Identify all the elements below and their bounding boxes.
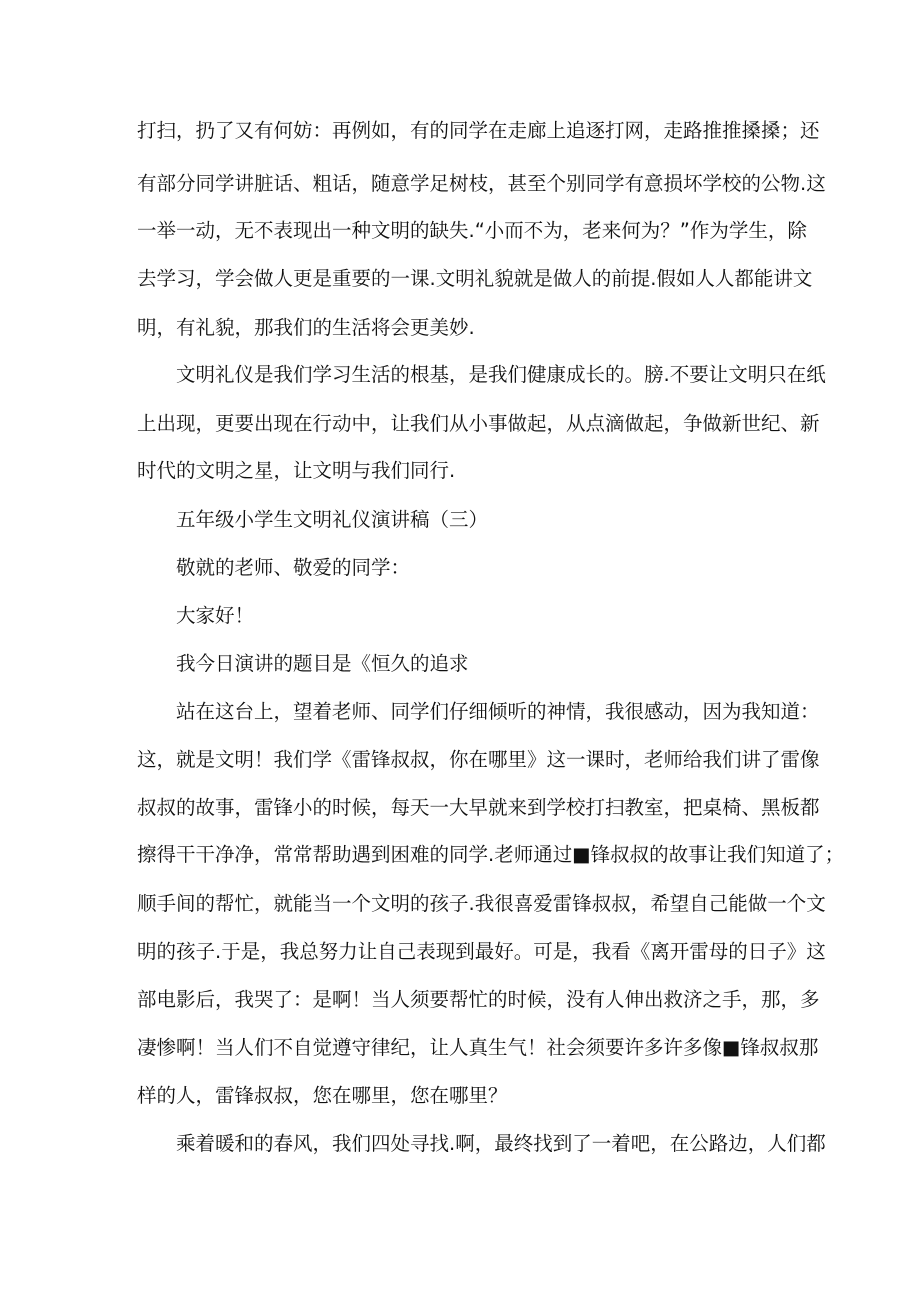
text-line: 样的人，雷锋叔叔，您在哪里，您在哪里？ xyxy=(137,1084,508,1107)
text-line: 有部分同学讲脏话、粗话，随意学足树枝，甚至个别同学有意损坏学校的公物.这 xyxy=(137,172,826,195)
text-line: 打扫，扔了又有何妨：再例如，有的同学在走廊上追逐打网，走路推推搡搡；还 xyxy=(137,119,820,142)
text-line: 一举一动，无不表现出一种文明的缺失.“小而不为，老来何为？”作为学生，除 xyxy=(137,219,807,242)
text-line: 叔叔的故事，雷锋小的时候，每天一大早就来到学校打扫教室，把桌椅、黑板都 xyxy=(137,796,820,819)
text-line: 明的孩子.于是，我总努力让自己表现到最好。可是，我看《离开雷母的日子》这 xyxy=(137,940,826,963)
text-line: 这，就是文明！我们学《雷锋叔叔，你在哪里》这一课时，老师给我们讲了雷像 xyxy=(137,748,820,771)
text-line: 文明礼仪是我们学习生活的根基，是我们健康成长的。膀.不要让文明只在纸 xyxy=(176,363,826,386)
text-line: 明，有礼貌，那我们的生活将会更美妙. xyxy=(137,316,475,339)
text-line: 部电影后，我哭了：是啊！当人须要帮忙的时候，没有人伸出救济之手，那，多 xyxy=(137,988,820,1011)
text-line: 上出现，更要出现在行动中，让我们从小事做起，从点滴做起，争做新世纪、新 xyxy=(137,412,820,435)
text-line: 凄惨啊！当人们不自觉遵守律纪，让人真生气！社会须要许多许多像■锋叔叔那 xyxy=(137,1036,819,1059)
text-line: 时代的文明之星，让文明与我们同行. xyxy=(137,459,456,482)
text-line: 擦得干干净净，常常帮助遇到困难的同学.老师通过■锋叔叔的故事让我们知道了； xyxy=(137,843,845,866)
text-line: 去学习，学会做人更是重要的一课.文明礼貌就是做人的前提.假如人人都能讲文 xyxy=(137,267,813,290)
text-line: 顺手间的帮忙，就能当一个文明的孩子.我很喜爱雷锋叔叔，希望自己能做一个文 xyxy=(137,892,826,915)
section-heading: 五年级小学生文明礼仪演讲稿（三） xyxy=(176,508,489,531)
text-line: 站在这台上，望着老师、同学们仔细倾听的神情，我很感动，因为我知道： xyxy=(176,700,820,723)
greeting: 大家好！ xyxy=(176,604,255,627)
text-line: 乘着暖和的春风，我们四处寻找.啊，最终找到了一着吧，在公路边，人们都 xyxy=(176,1132,826,1155)
speech-topic: 我今日演讲的题目是《恒久的追求 xyxy=(176,652,469,675)
salutation: 敬就的老师、敬爱的同学： xyxy=(176,556,411,579)
